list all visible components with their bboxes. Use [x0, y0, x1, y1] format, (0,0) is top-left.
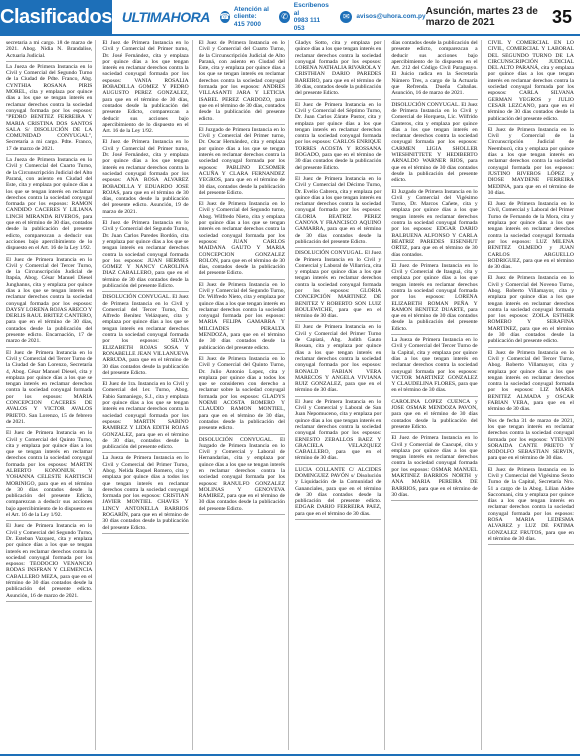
classified-notice: El Juez de Primera Instancia en lo Civil y Comercial del Segundo turno, Abog. Wilfredo Nieto, cita y emplaza por quince días a los que se tengan interés en reclamar derechos contra la sociedad conyugal formada por los esposos: JUAN CARLOS MAIDANA GAUTO Y MARIA CONCEPCION GONZALEZ ROLON, para que en el término de 30 días, contados desde la publicación del presente Edicto. — [199, 201, 285, 280]
column-2 — [102, 40, 192, 750]
classified-notice: El Juez de 1ra. Instancia en lo Civil y Comercial del 1er. Turno, Abog. Fabio Samaniego, S.J., cita y emplaza por quince días a los que se tengan interés en reclamar derechos contra la sociedad conyugal formada por los esposos: MARTIN SABINO RAMIREZ Y LIDIA EDITH ROJAS GONZALEZ, para que en el término de 30 días, contados desde la publicación del presente edicto. — [102, 381, 188, 453]
phone-icon: ☎ — [219, 12, 230, 22]
section-title: Clasificados — [0, 0, 112, 34]
classified-notice: El Juez de Primera Instancia en lo Civil y Comercial del Primer turno, Dr. José Fernández, cita y emplaza por quince días a los que tengan interés en reclamar derechos contra la sociedad conyugal formada por los esposos: VANIA ROSALIA BOBADILLA GOMEZ Y PEDRO AUGUSTO PEREZ GONZALEZ, para que en el término de 30 días, contados desde la publicación del presente Edicto, comparezcan a deducir sus acciones bajo apercibimiento de lo dispuesto en el Art. 16 de la Ley 1/92. — [102, 40, 188, 137]
classified-notice: El Juez de Primera Instancia en lo Civil y Comercial del Décimo Turno, Dr. Evelio Cabrera, cita y emplaza por quince días a los que tengan interés en reclamar derechos contra la sociedad conyugal formada por los esposos: GLORIA BEATRIZ PEREZ CANOVA Y FRANCISCO AQUINO GAMARRA, para que en el término de 30 días contados desde la publicación del presente Edicto. — [295, 176, 381, 248]
column-5 — [391, 40, 481, 750]
classified-notice: El Juez de Primera Instancia en lo Civil y Comercial de Itauguá, cita y emplaza por quince días a los que tengan interés en reclamar derechos contra la sociedad conyugal formada por los esposos: LORENA ELIZABETH ROMAN PEÑA Y RAMON BENITEZ DUARTE, para que en el término de 30 días contados desde la publicación del presente Edicto. — [391, 263, 477, 335]
classified-columns — [6, 40, 574, 750]
classified-notice: El Juez de Primera Instancia en lo Civil y Comercial del Segundo Turno, Dr. Wilfredo Nieto, cita y emplaza por quince días a los que tengan interés en reclamar derechos contra la sociedad conyugal formada por los esposos: MARIA FELIPA GAMARRA Y MILCIADES PERALTA MENDOZA, para que en el término de 30 días contados desde la publicación del presente edicto. — [199, 282, 285, 354]
classified-notice: El Juez de Primera Instancia en lo Civil y Comercial del Vigésimo Sexto Turno de la Capital, Secretaría Nro. 51 a cargo de la Abog. Lilian Aidee Saccomani, cita y emplaza por quince días a los que tengan interés en reclamar derechos contra la sociedad conyugal formada por los esposos: ROSA MARIA LEDESMA ALVAREZ y LUZ DE FATIMA GONZALEZ FRUTOS, para que en el término de 30 días. — [488, 467, 574, 546]
email-icon: ✉ — [340, 11, 352, 23]
dateline: Asunción, martes 23 de marzo de 2021 — [425, 6, 538, 28]
classified-notice: El Juez de Primera Instancia en lo Civil y Comercial del Segundo Turno, Dr. Esteban Vazquez, cita y emplaza por quince días a los que se tengan interés en reclamar derechos contra la sociedad conyugal formada por los esposos: TEODOCIO VENANCIO RODAS INSFRAN Y CLEMENCIA CABALLERO MEZA, para que en el término de 30 días contados desde la publicación del presente edicto. Asunción, 16 de marzo de 2021. — [6, 523, 92, 602]
classified-notice: secretaria a mi cargo. 18 de marzo de 2021. Abog. Nidia N. Brandalise, Actuaria Judicial. — [6, 40, 92, 62]
classified-notice: El Juez de Primera Instancia en lo Civil y Comercial del Tercer Turno de la Ciudad de San Lorenzo, Secretaría 4, Abog. César Manuel Diesel, cita y emplaza por quince días a los que se tengan interés en reclamar derechos contra la sociedad conyugal formada por los esposos: MARIA CONCEPCION CACERES DE AVALOS Y VICTOR AVALOS PRIETO. San Lorenzo, 15 de febrero de 2021. — [6, 350, 92, 429]
classified-notice: La Jueza de Primera Instancia en lo Civil y Comercial del Tercer Turno de la Capital, cita y emplaza por quince días a los que tengan interés en reclamar derechos contra la sociedad conyugal formada por los esposos: VICTOR MARTINEZ GONZALEZ Y CLAUDELINA FLORES, para que en el término de 30 días. — [391, 337, 477, 397]
classified-notice: El Juzgado de Primera Instancia en lo Civil y Comercial del Vigésimo Turno, Dr. Marcos Cañete, cita y emplaza por quince días a los que tengan interés en reclamar derechos contra la sociedad conyugal formada por los esposos: EDGAR DARIO BALBUENA ALFONSO Y CARLA BEATRIZ PAREDES EISENHUT ORTIZ, para que en el término de 30 días contados. — [391, 189, 477, 261]
classified-notice: DISOLUCIÓN CONYUGAL. El Juez de Primera Instancia en lo Civil y Comercial de Horqueta, Lic. Wilfrido Canteros, cita y emplaza por quince días a los que tengan interés en reclamar derechos contra la sociedad conyugal formada por los esposos: CARMEN LIGIA SHOLLER WIESHNITTETE Y HEDIBERTO ARNALDO WARNER RIOS, para que en el término de 30 días contados desde la publicación del presente edicto. — [391, 102, 477, 187]
column-6 — [488, 40, 574, 750]
classified-notice: El Juez de Primera Instancia en lo Civil y Comercial del Quinto Turno, cita y emplaza por quince días a los que se tengan interés en reclamar derechos contra la sociedad conyugal formada por los esposos: MARTIN ALBERTO KONONIUK Y YOHANNA CELESTE KARTISCH MORINIGO, para que en el término de 30 días contados desde la publicación del presente Edicto, comparezcan a deducir sus acciones bajo apercibimiento de lo dispuesto en el Art. 16 de la Ley 1/92. — [6, 430, 92, 521]
whatsapp-icon: ✆ — [281, 12, 288, 22]
classified-notice: El Juez de Primera Instancia en lo Civil y Comercial del Tercer Turno, de la Circunscripción Judicial de Itapúa, Abog. César Manuel Diesel Junghanns, cita y emplaza por quince días a los que se tengan interés en reclamar derechos contra la sociedad conyugal formada por los esposos: DAYSY LORENA ROJAS ARECO Y DERLIS RAUL BRITEZ CANTERO, para que en el término de 30 días, contados desde la publicación del presente edicto. Encarnación, 17 de marzo de 2021. — [6, 257, 92, 348]
contact-phone — [220, 6, 269, 29]
classified-notice: El Juez de Primera Instancia en lo Civil y Comercial del Quinto Turno, Dr. Julio Antonio Lopez, cita y emplaza por quince días a todos los que se consideren con derecho a reclamar sobre la sociedad conyugal formada por los esposos: GLADYS NOEMI ACOSTA ROMERO Y CLAUDIO RAMON MONTIEL, para que en el término de 30 días, contados desde la publicación del presente edicto. — [199, 356, 285, 435]
column-3 — [199, 40, 289, 750]
classified-notice: El Juez de Primera Instancia en lo Civil y Comercial y Laboral de San Juan Nepomuceno, cita y emplaza por quince días a los que tengan interés en reclamar derechos contra la sociedad conyugal formada por los esposos: ERNESTO ZEBALLOS BAEZ Y GRACIELA VELAZQUEZ CABALLERO, para que en el término de 30 días. — [295, 399, 381, 465]
contact-email[interactable] — [340, 11, 425, 23]
classified-notice: El Juez de Primera Instancia en lo Civil y Comercial del Primer turno, Dr. José Fernández, cita y emplaza por quince días a los que tengan interés en reclamar derechos contra la sociedad conyugal formada por los esposos: ANA ROSA ALVAREZ BOBADILLA Y EDUARDO JOSE ROJAS, para que en el término de 30 días, contados desde la publicación del presente edicto. Asunción, 19 de marzo de 2021. — [102, 139, 188, 218]
contact-whatsapp — [279, 2, 330, 32]
contact-whatsapp-number: 0983 111 053 — [293, 17, 321, 32]
classified-notice: La Jueza de Primera Instancia en lo Civil y Comercial del Cuarto Turno, de la Circunscripción Judicial del Alto Paraná, con asiento en Ciudad del Este, cita y emplaza por quince días a los que se tengan interés en reclamar derechos contra la sociedad conyugal formada por los esposos: RAMON CANDIDO CACERES Y LILIANA LINCH MIRANDA RIVEROS, para que en el término de 30 días, contados desde la publicación del presente edicto, comparezcan a deducir sus acciones bajo apercibimiento de lo dispuesto en el Art. 16 de la Ley 1/92. — [6, 157, 92, 254]
classified-notice: La Jueza de Primera Instancia en lo Civil y Comercial del Primer Turno, Abog. Nelida Raquel Romero, cita y emplaza por quince días a todos los que tengan interés en reclamar derechos contra la sociedad conyugal formada por los esposos: CRISTIAN JAVIER MONTIEL CHAVES Y LINCY ANTONELLA BARRIOS ROGARÍN, para que en el término de 30 días contados desde la publicación del presente Edicto. — [102, 455, 188, 534]
contact-whatsapp-label: Escríbenos al — [293, 2, 329, 17]
classified-notice: CAROLINA LOPEZ CUENCA y JOSE OSMAR MENDOZA PAVON, para que en el término de 30 días contados desde la publicación del presente Edicto. — [391, 399, 477, 433]
classified-notice: LUCIA COLLANTE C/ ALCIDES DOMINGUEZ PAVÓN s/ Disolución y Liquidación de la Comunidad de Gananciales, para que en el término de 30 días contados desde la publicación del presente edicto. EDGAR DARIO FERREIRA PAEZ, para que en el término de 30 días. — [295, 467, 381, 520]
classified-notice: DISOLUCIÓN CONYUGAL. El Juez de Primera Instancia en lo Civil y Comercial y Laboral de Villarrica, cita y emplaza por quince días a los que tengan interés en reclamar derechos contra la sociedad conyugal formada por los esposos: GLORIA CONCEPCIÓN MARTINEZ DE BENITEZ Y ROBERTO SON LUIZ BOULEWICHE, para que en el término de 30 días. — [295, 250, 381, 322]
classified-notice: El Juez de Primera Instancia en lo Civil y Comercial del Primer Turno de Capiatá, Abg. Judith Gauto Rossan, cita y emplaza por quince días a los que tengan interés en reclamar derechos contra la sociedad conyugal formada por los esposos: RONALD FABIAN VERA MARECOS Y ANGELA VIVIANA RUIZ GONZALEZ, para que en el término de 30 días. — [295, 324, 381, 396]
classified-notice: El Juzgado de Primera Instancia en lo Civil y Comercial del Primer turno, Dr. Oscar Hernández, cita y emplaza por quince días a los que se tengan interés en reclamar derechos contra la sociedad conyugal formada por los esposos: PABLINO ECSOMER ACUÑA Y CLARA FERNANDEZ YEGROS, para que en el término de 30 días, contados desde la publicación del presente Edicto. — [199, 127, 285, 199]
classified-notice: DISOLUCIÓN CONYUGAL. El Juzgado de Primera Instancia en lo Civil y Comercial y Laboral de Hernandarias, cita y emplaza por quince días a los que se tengan interés en reclamar derechos contra la sociedad conyugal formada por los esposos: RANULFO GONZALEZ MOLINAS Y GENOVEVA RAMIREZ, para que en el término de 30 días contados desde la publicación del presente Edicto. — [199, 437, 285, 516]
classified-notice: CIVIL Y COMERCIAL EN LO CIVIL, COMERCIAL Y LABORAL DEL SEGUNDO TURNO DE LA CIRCUNSCRIPCIÓN JUDICIAL DEL ALTO PARANÁ, cita y emplaza por quince días a los que tengan interés en reclamar derechos contra la sociedad conyugal formada por los esposos: CARLA SILVANA GERMAN YEGROS y JULIO CESAR LEZCANO, para que en el término de 30 días contados desde la publicación del presente edicto. — [488, 40, 574, 125]
classified-notice: Nos de fecha 31 de marzo de 2021, los que tengan interés en reclamar derechos contra la sociedad conyugal formada por los esposos: YTELVIN SORAIDA CANTE PRIETO Y RODOLFO SEBASTIAN SERVIN, para que en el término de 30 días. — [488, 418, 574, 465]
page-header — [0, 0, 580, 36]
classified-notice: Gladys Sotto, cita y emplaza por quince días a los que tengan interés en reclamar derechos contra la sociedad conyugal formada por los esposos: LORENA NATHALIA RIVAROLA Y CRISTHIAN DARIO PAREDES BAREIRO, para que en el término de 30 días, contados desde la publicación del presente Edicto. — [295, 40, 381, 100]
contact-phone-label: Atención al cliente: — [233, 5, 269, 21]
contact-email-address: avisos@uhora.com.py — [356, 13, 426, 21]
classified-notice: El Juez de Primera Instancia en lo Civil y Comercial del Tercer Turno, Abog. Roberto Villamayor, cita y emplaza por quince días a los que tengan interés en reclamar derechos contra la sociedad conyugal formada por los esposos: LIZ MARIA BENITEZ ALMADA y OSCAR FABIAN VERA, para que en el término de 30 días. — [488, 350, 574, 416]
classified-notice: días contados desde la publicación del presente edicto, comparezcan a deducir sus acciones bajo apercibimiento de lo dispuesto en el Art. 212 del Código Civil Paraguayo. El Juicio radica en la Secretaría Número Tres, a cargo de la Actuaria que Refrenda. Dueña Cabañas. Asunción, 16 de marzo de 2021. — [391, 40, 477, 100]
classified-notice: El Juez de Primera Instancia en lo Civil y Comercial del Segundo Turno, Dr. Juan Carlos Paredes Bordón, cita y emplaza por quince días a los que se tengan interés en reclamar derechos contra la sociedad conyugal formada por los esposos: JUAN HERMES GOMEZ Y NANCY CAROLINA DIAZ CABALLERO, para que en el término de 30 días contados desde la publicación del presente Edicto. — [102, 220, 188, 292]
classified-notice: El Juez de Primera Instancia en lo Civil y Comercial del Séptimo Turno, Dr. Juan Carlos Zárate Pastor, cita y emplaza por quince días a los que tengan interés en reclamar derechos contra la sociedad conyugal formada por los esposos: CARLOS ENRIQUE TORRES ACOSTA Y ROSSANA BOGADO, para que en el término de 30 días contados desde la publicación del presente Edicto. — [295, 102, 381, 174]
classified-notice: El Juez de Primera Instancia en lo Civil y Comercial de Caacupé, cita y emplaza por quince días a los que tengan interés en reclamar derechos contra la sociedad conyugal formada por los esposos: OSMAR MANUEL MARTINEZ BARRIOS NORTH y ANA MARIA PEREIRA DE BARRIOS, para que en el término de 30 días. — [391, 435, 477, 501]
classified-notice: El Juez de Primera Instancia en lo Civil, Comercial y Laboral del Primer Turno de Fernando de la Mora, cita y emplaza por quince días a los que tengan interés en reclamar derechos contra la sociedad conyugal formada por los esposos: LUZ MILENA BENITEZ OLMEDO y JUAN CARLOS ARGUELLO RODRIGUEZ, para que en el término de 30 días. — [488, 201, 574, 273]
classified-notice: El Juez de Primera Instancia en lo Civil y Comercial de la Circunscripción Judicial de Neembucú, cita y emplaza por quince días a los que tengan interés en reclamar derechos contra la sociedad conyugal formada por los esposos: JUSTINO RIVEROS LÓPEZ y DIOSE MAYDENE FERREIRA MEDINA, para que en el término de 30 días. — [488, 127, 574, 199]
newspaper-logo: ULTIMAHORA — [121, 9, 210, 25]
contact-phone-number: 415 7000 — [233, 20, 261, 28]
column-4 — [295, 40, 385, 750]
classified-notice: El Juez de Primera Instancia en lo Civil y Comercial del Noveno Turno, Abog. Roberto Villamayor, cita y emplaza por quince días a los que tengan interés en reclamar derechos contra la sociedad conyugal formada por los esposos: ZOILA ESTHER ROMERO Y SERAFINA MARTINEZ, para que en el término de 30 días contados desde la publicación del presente edicto. — [488, 275, 574, 347]
page-number: 35 — [551, 6, 572, 27]
classified-notice: La Jueza de Primera Instancia en lo Civil y Comercial del Segundo Turno de la Ciudad de Pdte. Franco, Abg. CYNTHIA ROSANA PIRIS MOREL, cita y emplaza por quince días a los que se tengan interés en reclamar derechos contra la sociedad conyugal formada por los esposos: "PEDRO BENITEZ FERREIRA Y MARIA CRISTINA DOS SANTOS SALA S/ DISOLUCIÓN DE LA COMUNIDAD CONYUGAL", Secretaría a mi cargo. Pdte. Franco, 17 de marzo de 2021. — [6, 64, 92, 155]
column-1 — [6, 40, 96, 750]
classified-notice: DISOLUCIÓN CONYUGAL. El Juez de Primera Instancia en lo Civil y Comercial del Tercer Turno, Dr. Alfredo Benítez Velázquez, cita y emplaza por quince días a los que se tengan interés en reclamar derechos contra la sociedad conyugal formada por los esposos: SILVIA ELIZABETH ROJAS SOSA Y RONABELLE JEAN VILLANUEVA ARRUDA, para que en el término de 30 días contados desde la publicación del presente Edicto. — [102, 294, 188, 379]
classified-notice: El Juez de Primera Instancia en lo Civil y Comercial del Cuarto Turno, de la Circunscripción Judicial de Alto Paraná, con asiento en Ciudad del Este, cita y emplaza por quince días a los que se tengan interés en reclamar derechos contra la sociedad conyugal formada por los esposos: ANDRES VILLASANTI JARA Y LETICIA ISABEL PEREZ CARDOZO, para que en el término de 30 días, contados desde la publicación del presente edicto. — [199, 40, 285, 125]
